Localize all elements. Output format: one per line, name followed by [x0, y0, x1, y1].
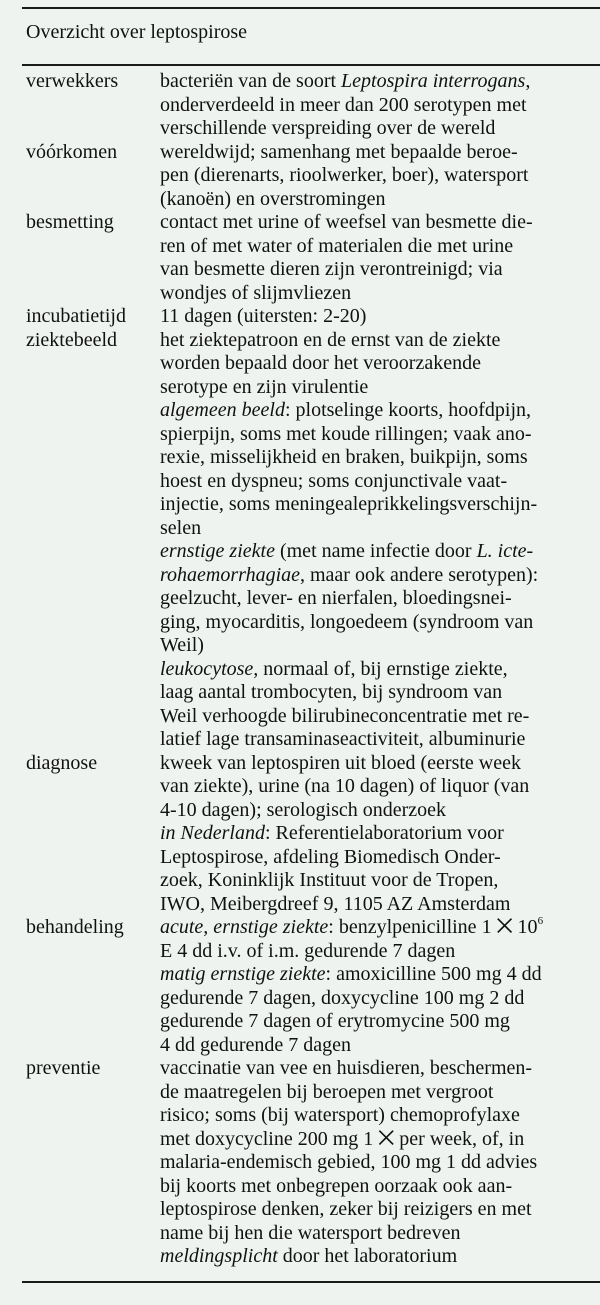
definition-line — [160, 493, 580, 517]
top-rule — [22, 7, 600, 9]
definition-line — [160, 611, 580, 635]
text-segment: , — [525, 70, 531, 92]
italic-text: rohaemorrhagiae — [160, 563, 300, 586]
header-rule — [22, 64, 600, 66]
definition-line — [160, 893, 580, 917]
text-segment: gedurende 7 dagen of erytromycine 500 mg — [160, 1010, 510, 1032]
text-segment: zoek, Koninklijk Instituut voor de Tropen, — [160, 869, 499, 891]
definition-line — [160, 1104, 580, 1128]
definition-line — [160, 916, 580, 940]
definition-line — [160, 634, 580, 658]
definition-line — [160, 446, 580, 470]
definition-line — [160, 540, 580, 564]
italic-text: algemeen beeld — [160, 399, 285, 421]
row-term: preventie — [26, 1057, 101, 1079]
text-segment: gedurende 7 dagen, doxycycline 100 mg 2 dd — [160, 986, 525, 1009]
definition-line — [160, 869, 580, 893]
text-segment: , maar ook andere serotypen): — [300, 563, 539, 586]
definition-line — [160, 1222, 580, 1246]
definition-line — [160, 587, 580, 611]
text-segment: : plotselinge koorts, hoofdpijn, — [284, 399, 532, 421]
definition-line — [160, 258, 580, 282]
text-segment: name bij hen die watersport bedreven — [160, 1221, 461, 1244]
text-segment: (met name infectie door — [274, 540, 477, 562]
definition-line — [160, 117, 580, 141]
definition-line — [160, 164, 580, 188]
row-definition — [160, 141, 580, 212]
text-segment: door het laboratorium — [277, 1245, 458, 1267]
definition-line — [160, 423, 580, 447]
text-segment: verschillende verspreiding over de wereld — [160, 117, 496, 139]
text-segment: de maatregelen bij beroepen met vergroot — [160, 1080, 494, 1103]
definition-line — [160, 775, 580, 799]
box-title: Overzicht over leptospirose — [26, 21, 248, 43]
row-definition — [160, 916, 580, 1057]
text-segment: met doxycycline 200 mg 1 ⨉ per week, of, in — [160, 1127, 525, 1150]
text-segment: ging, myocarditis, longoedeem (syndroom van — [160, 610, 534, 633]
definition-line — [160, 1034, 580, 1058]
text-segment: leptospirose denken, zeker bij reizigers en met — [160, 1198, 532, 1220]
row-definition — [160, 305, 580, 329]
row-term: besmetting — [26, 211, 114, 233]
definition-line — [160, 752, 580, 776]
text-segment: bij koorts met onbegrepen oorzaak ook aan- — [160, 1174, 513, 1197]
text-segment: vaccinatie van vee en huisdieren, beschermen- — [160, 1057, 533, 1079]
definition-line — [160, 517, 580, 541]
text-segment: : amoxicilline 500 mg 4 dd — [325, 963, 542, 985]
definition-line — [160, 1057, 580, 1081]
text-segment: : benzylpenicilline 1 ⨉ 10 — [328, 916, 538, 938]
text-segment: 4 dd gedurende 7 dagen — [160, 1033, 352, 1056]
italic-text: Leptospira interrogans — [341, 70, 526, 92]
bottom-rule — [22, 1281, 600, 1283]
definition-line — [160, 70, 580, 94]
definition-line — [160, 822, 580, 846]
text-segment: risico; soms (bij watersport) chemoprofylaxe — [160, 1104, 520, 1126]
text-segment: hoest en dyspneu; soms conjunctivale vaat- — [160, 469, 508, 492]
definition-line — [160, 658, 580, 682]
definition-line — [160, 305, 580, 329]
text-segment: het ziektepatroon en de ernst van de ziekte — [160, 328, 501, 351]
definition-line — [160, 987, 580, 1011]
text-segment: van besmette dieren zijn verontreinigd; via — [160, 258, 503, 280]
row-term: verwekkers — [26, 70, 119, 92]
definition-line — [160, 940, 580, 964]
row-term: ziektebeeld — [26, 328, 118, 351]
row-definition — [160, 211, 580, 305]
definition-line — [160, 329, 580, 353]
italic-text: L. icte- — [476, 540, 534, 562]
text-segment: normaal of, bij ernstige ziekte, — [258, 657, 508, 680]
text-segment: 4-10 dagen); serologisch onderzoek — [160, 798, 447, 821]
definition-line — [160, 376, 580, 400]
text-segment: selen — [160, 516, 202, 539]
row-term: behandeling — [26, 916, 124, 938]
definition-line — [160, 141, 580, 165]
definition-line — [160, 211, 580, 235]
row-definition — [160, 1057, 580, 1269]
text-segment: injectie, soms meningealeprikkelingsverschijn- — [160, 493, 538, 515]
definition-line — [160, 1151, 580, 1175]
definition-line — [160, 188, 580, 212]
definition-line — [160, 470, 580, 494]
definition-line — [160, 728, 580, 752]
text-segment: wereldwijd; samenhang met bepaalde beroe- — [160, 140, 518, 163]
text-segment: bacteriën van de soort — [160, 70, 342, 92]
italic-text: leukocytose, — [160, 657, 259, 680]
superscript: 6 — [537, 915, 544, 927]
definition-line — [160, 564, 580, 588]
text-segment: worden bepaald door het veroorzakende — [160, 352, 481, 374]
row-definition — [160, 329, 580, 752]
italic-text: matig ernstige ziekte — [160, 963, 326, 985]
text-segment: latief lage transaminaseactiviteit, albuminurie — [160, 728, 526, 750]
definition-line — [160, 282, 580, 306]
row-definition — [160, 752, 580, 917]
italic-text: meldingsplicht — [160, 1245, 278, 1267]
definition-line — [160, 1010, 580, 1034]
row-term: diagnose — [26, 751, 98, 774]
definition-line — [160, 352, 580, 376]
definition-line — [160, 846, 580, 870]
row-term: vóórkomen — [26, 140, 118, 163]
definition-line — [160, 235, 580, 259]
text-segment: laag aantal trombocyten, bij syndroom van — [160, 681, 503, 703]
text-segment: van ziekte), urine (na 10 dagen) of liquor (van — [160, 775, 530, 797]
italic-text: ernstige ziekte — [160, 540, 275, 562]
text-segment: pen (dierenarts, rioolwerker, boer), watersport — [160, 164, 529, 186]
definition-line — [160, 1245, 580, 1269]
italic-text: in Nederland — [160, 822, 265, 844]
definition-line — [160, 705, 580, 729]
text-segment: Leptospirose, afdeling Biomedisch Onder- — [160, 845, 501, 868]
text-segment: Weil verhoogde bilirubineconcentratie met re- — [160, 704, 530, 727]
definition-line — [160, 1128, 580, 1152]
definition-line — [160, 94, 580, 118]
definition-line — [160, 399, 580, 423]
definition-line — [160, 963, 580, 987]
text-segment: : Referentielaboratorium voor — [265, 822, 504, 844]
text-segment: E 4 dd i.v. of i.m. gedurende 7 dagen — [160, 939, 456, 962]
text-segment: rexie, misselijkheid en braken, buikpijn, soms — [160, 446, 528, 468]
text-segment: Weil) — [160, 634, 204, 656]
text-segment: ren of met water of materialen die met urine — [160, 234, 514, 257]
text-segment: (kanoën) en overstromingen — [160, 187, 386, 210]
text-segment: wondjes of slijmvliezen — [160, 281, 352, 304]
text-segment: IWO, Meibergdreef 9, 1105 AZ Amsterdam — [160, 892, 511, 915]
text-segment: geelzucht, lever- en nierfalen, bloedingsnei- — [160, 587, 512, 609]
definition-line — [160, 799, 580, 823]
definition-line — [160, 1198, 580, 1222]
text-segment: spierpijn, soms met koude rillingen; vaak ano- — [160, 422, 532, 445]
text-segment: 11 dagen (uitersten: 2-20) — [160, 305, 367, 327]
definition-line — [160, 681, 580, 705]
row-term: incubatietijd — [26, 305, 126, 327]
text-segment: contact met urine of weefsel van besmette die- — [160, 211, 533, 233]
definition-line — [160, 1081, 580, 1105]
text-segment: malaria-endemisch gebied, 100 mg 1 dd advies — [160, 1151, 538, 1173]
text-segment: onderverdeeld in meer dan 200 serotypen met — [160, 93, 527, 116]
definition-line — [160, 1175, 580, 1199]
italic-text: acute, ernstige ziekte — [160, 916, 329, 938]
text-segment: kweek van leptospiren uit bloed (eerste week — [160, 751, 521, 774]
text-segment: serotype en zijn virulentie — [160, 375, 369, 398]
row-definition — [160, 70, 580, 141]
